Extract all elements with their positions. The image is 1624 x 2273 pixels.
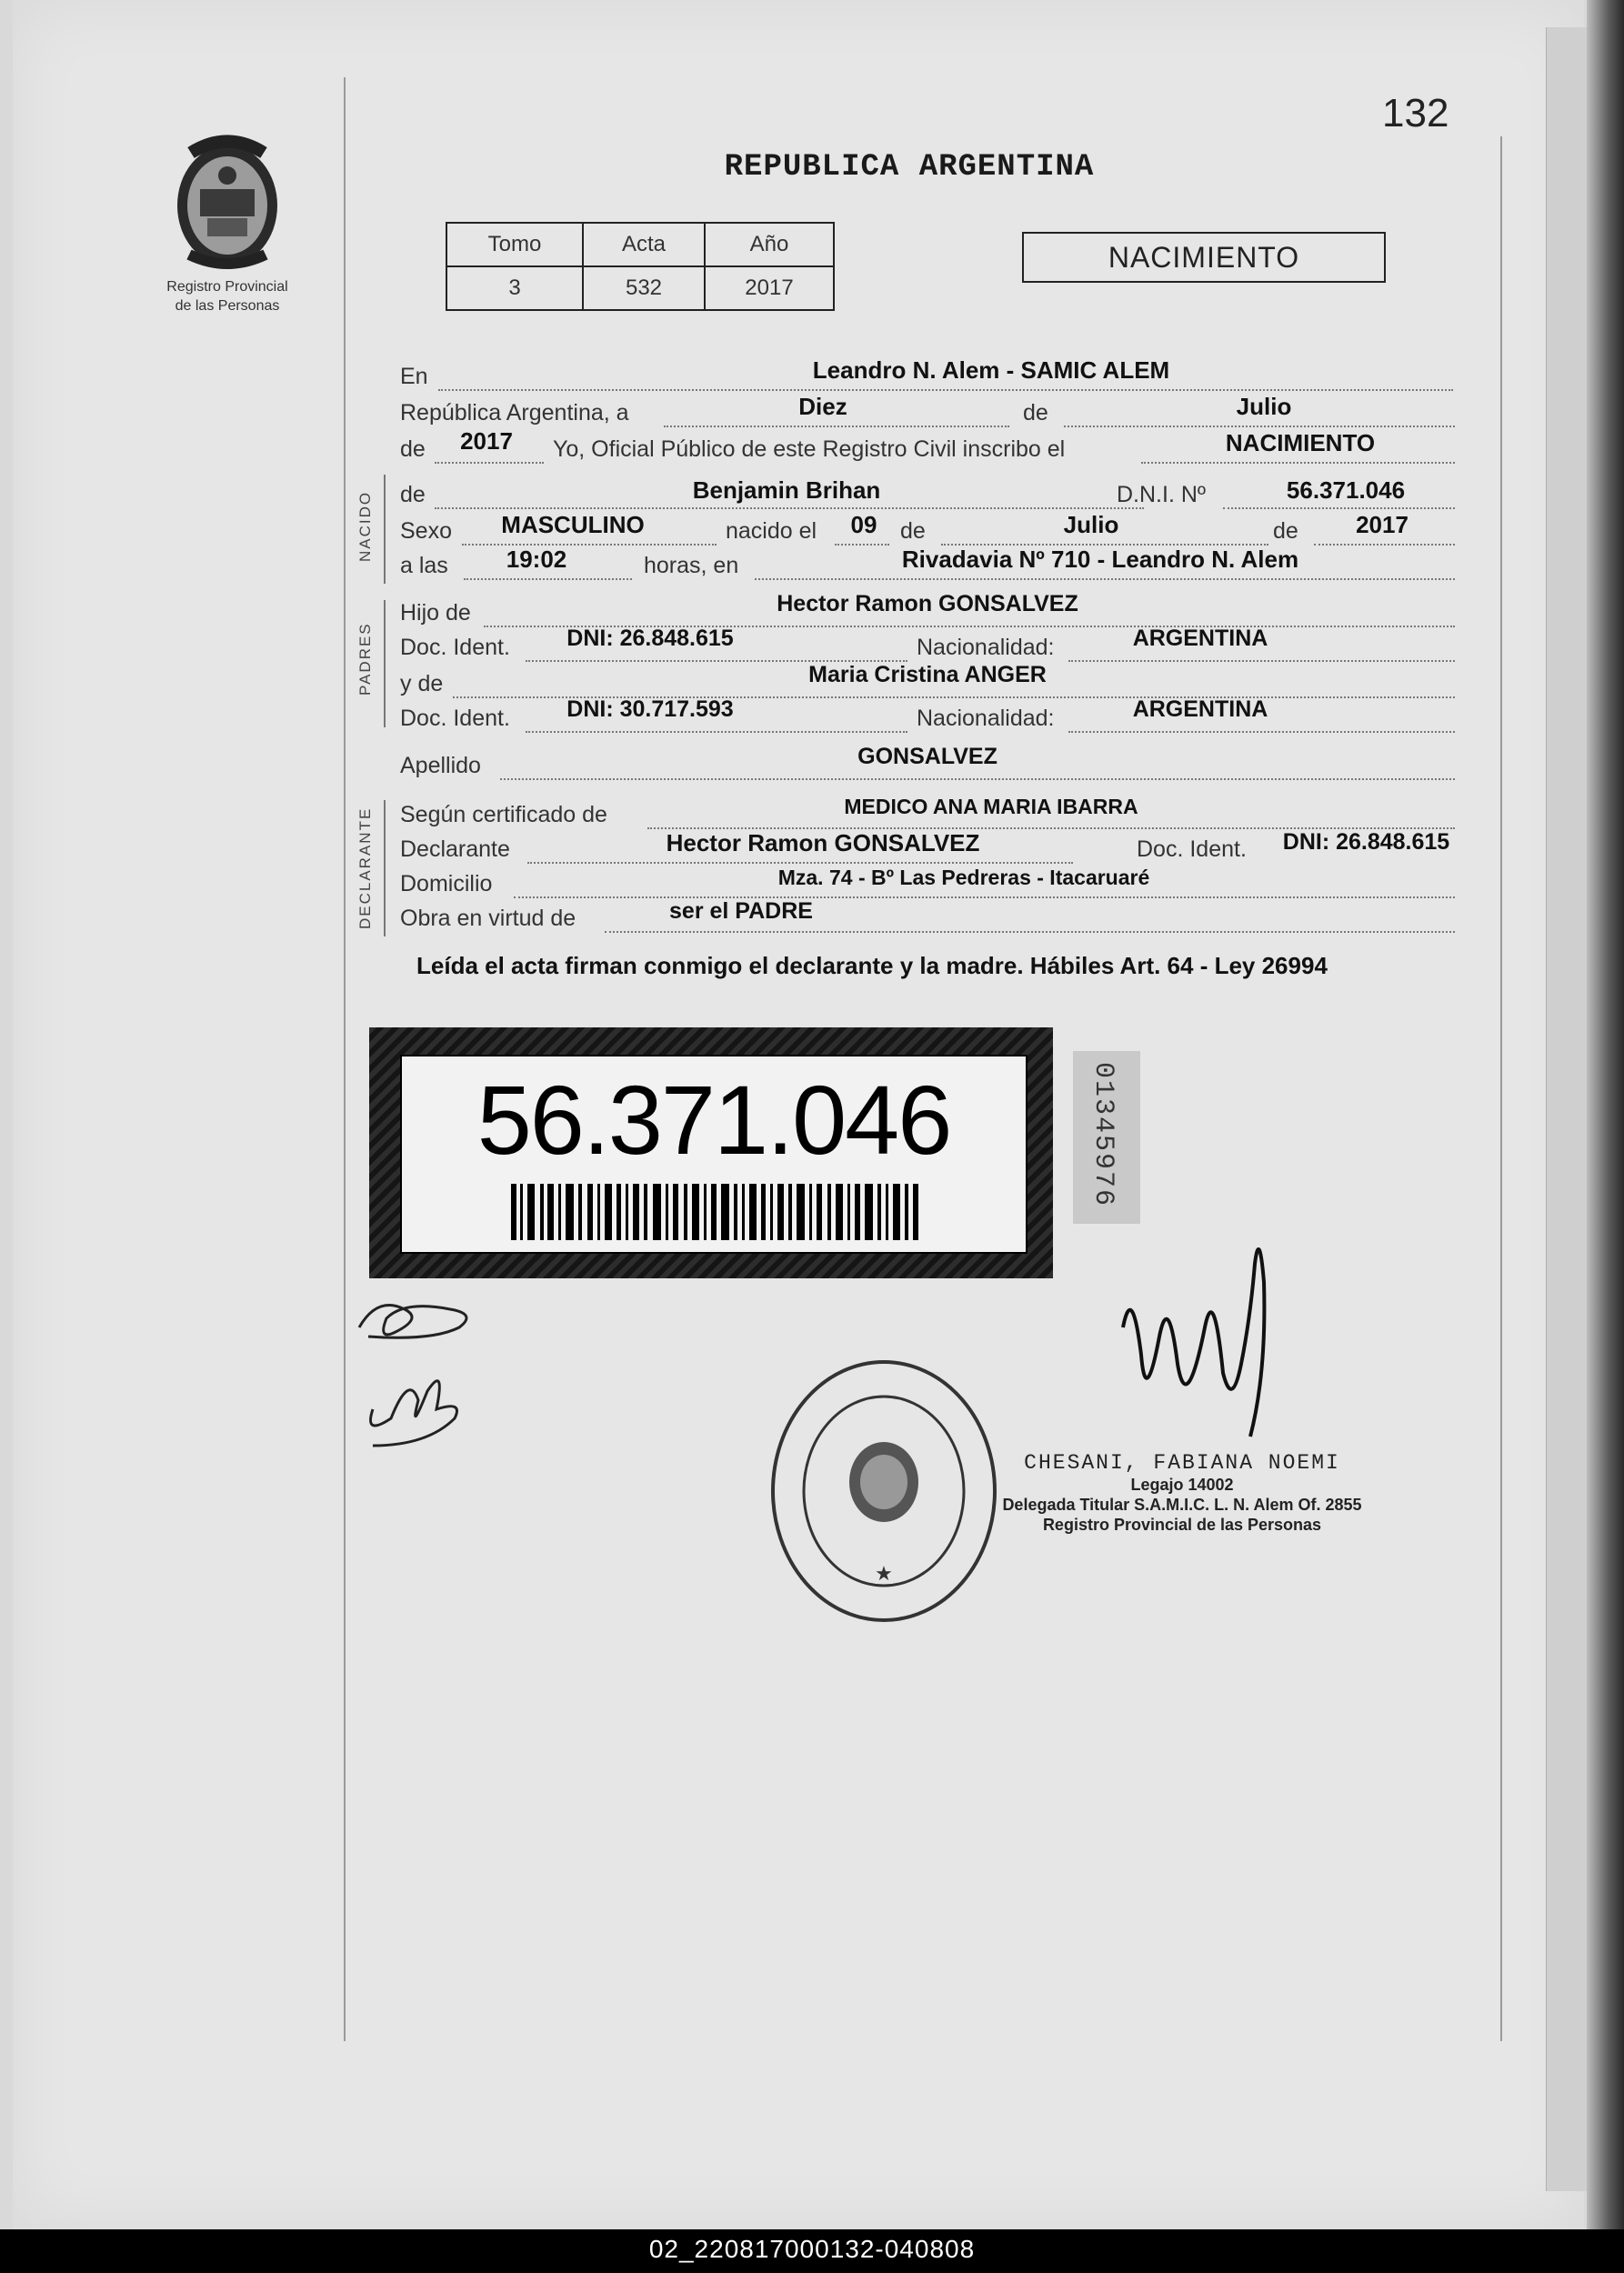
label-a-las: a las	[400, 553, 448, 578]
official-legajo: Legajo 14002	[1130, 1476, 1234, 1494]
label-registrar: Yo, Oficial Público de este Registro Civil inscribo el	[553, 436, 1066, 462]
label-nacido-el: nacido el	[726, 518, 817, 544]
row-father-doc	[400, 626, 1455, 666]
label-father-doc: Doc. Ident.	[400, 635, 510, 660]
value-birth-place: Rivadavia Nº 710 - Leandro N. Alem	[901, 546, 1299, 573]
header-acta: Acta	[583, 223, 705, 266]
label-father-nat: Nacionalidad:	[917, 635, 1055, 660]
scanner-edge	[1587, 0, 1624, 2273]
value-father-nat: ARGENTINA	[1132, 626, 1268, 651]
header-tomo: Tomo	[446, 223, 583, 266]
label-dni: D.N.I. Nº	[1117, 482, 1207, 507]
row-obra	[400, 898, 1455, 936]
value-year: 2017	[460, 427, 513, 455]
mother-signature-icon	[355, 1355, 482, 1455]
nacido-section-rule	[384, 475, 386, 584]
value-mother-doc: DNI: 30.717.593	[566, 696, 734, 722]
label-declarante: Declarante	[400, 836, 510, 862]
serial-number: 01345976	[1088, 1062, 1118, 1208]
label-de-byear: de	[1273, 518, 1298, 544]
sticker-dni-number: 56.371.046	[476, 1065, 951, 1175]
logo-caption-line2: de las Personas	[175, 298, 280, 314]
value-day: Diez	[798, 393, 847, 420]
label-de-child: de	[400, 482, 426, 507]
value-child-dni: 56.371.046	[1286, 476, 1406, 504]
label-obra: Obra en virtud de	[400, 906, 576, 931]
dni-sticker	[369, 1027, 1053, 1278]
value-mother-name: Maria Cristina ANGER	[808, 662, 1047, 687]
label-en: En	[400, 364, 428, 389]
row-child-name	[400, 476, 1455, 513]
label-domicilio: Domicilio	[400, 871, 493, 896]
value-child-name: Benjamin Brihan	[692, 476, 881, 504]
row-apellido	[400, 744, 1455, 784]
sticker-label	[400, 1055, 1028, 1254]
logo-caption	[136, 277, 318, 315]
value-place: Leandro N. Alem - SAMIC ALEM	[812, 356, 1170, 384]
declarante-section-label: DECLARANTE	[356, 806, 374, 929]
reference-table	[446, 222, 835, 311]
record-type-box: NACIMIENTO	[1022, 232, 1386, 283]
provincial-seal-icon	[164, 135, 291, 271]
label-horas-en: horas, en	[644, 553, 739, 578]
left-margin-rule	[344, 77, 346, 2041]
registry-stamp-icon	[766, 1355, 1002, 1627]
value-acta: 532	[583, 266, 705, 310]
value-domicilio: Mza. 74 - Bº Las Pedreras - Itacaruaré	[777, 866, 1150, 889]
label-apellido: Apellido	[400, 753, 481, 778]
barcode-icon	[511, 1184, 920, 1240]
label-sexo: Sexo	[400, 518, 452, 544]
label-hijo-de: Hijo de	[400, 600, 471, 626]
label-certificado: Según certificado de	[400, 802, 607, 827]
padres-section-label: PADRES	[356, 622, 374, 696]
page-stack-edge	[1546, 27, 1592, 2191]
label-republica: República Argentina, a	[400, 400, 629, 426]
page-number: 132	[1382, 91, 1449, 135]
label-y-de: y de	[400, 671, 444, 696]
value-obra: ser el PADRE	[669, 898, 813, 924]
official-cargo: Delegada Titular S.A.M.I.C. L. N. Alem Of. 2855	[1002, 1496, 1362, 1514]
label-mother-doc: Doc. Ident.	[400, 706, 510, 731]
value-birth-month: Julio	[1063, 511, 1119, 538]
value-father-name: Hector Ramon GONSALVEZ	[777, 591, 1078, 616]
value-certificado: MEDICO ANA MARIA IBARRA	[844, 795, 1138, 818]
declarante-section-rule	[384, 800, 386, 936]
value-apellido: GONSALVEZ	[857, 744, 997, 769]
official-signature-icon	[1105, 1227, 1287, 1455]
padres-section-rule	[384, 600, 386, 727]
value-mother-nat: ARGENTINA	[1132, 696, 1268, 722]
row-sex-birth	[400, 511, 1455, 549]
value-sexo: MASCULINO	[501, 511, 645, 538]
label-de-year: de	[400, 436, 426, 462]
value-birth-year: 2017	[1356, 511, 1408, 538]
svg-text:★: ★	[875, 1562, 893, 1585]
label-declarante-doc: Doc. Ident.	[1137, 836, 1247, 862]
logo-caption-line1: Registro Provincial	[166, 279, 288, 295]
value-time: 19:02	[506, 546, 567, 573]
row-place	[400, 356, 1455, 395]
row-certificado	[400, 795, 1455, 833]
document-title: REPUBLICA ARGENTINA	[724, 150, 1095, 185]
footer-filename: 02_220817000132-040808	[648, 2235, 976, 2263]
row-date	[400, 393, 1455, 431]
row-year	[400, 427, 1455, 467]
row-declarante	[400, 829, 1455, 867]
value-declarante-doc: DNI: 26.848.615	[1282, 829, 1450, 855]
closing-text: Leída el acta firman conmigo el declarante y la madre. Hábiles Art. 64 - Ley 26994	[416, 952, 1328, 979]
value-declarante-name: Hector Ramon GONSALVEZ	[666, 829, 980, 856]
declarant-signature-icon	[350, 1291, 486, 1355]
value-ano: 2017	[705, 266, 834, 310]
value-month: Julio	[1236, 393, 1292, 420]
label-de-bmonth: de	[900, 518, 926, 544]
official-registro: Registro Provincial de las Personas	[1042, 1516, 1322, 1534]
label-mother-nat: Nacionalidad:	[917, 706, 1055, 731]
official-name: CHESANI, FABIANA NOEMI	[1024, 1451, 1340, 1475]
value-birth-day: 09	[850, 511, 877, 538]
value-father-doc: DNI: 26.848.615	[566, 626, 734, 651]
value-tomo: 3	[446, 266, 583, 310]
label-de-month: de	[1023, 400, 1048, 426]
official-signature-block	[991, 1451, 1373, 1535]
nacido-section-label: NACIDO	[356, 490, 374, 562]
row-time-place	[400, 546, 1455, 584]
row-mother-doc	[400, 696, 1455, 736]
row-domicilio	[400, 866, 1455, 902]
value-event: NACIMIENTO	[1225, 429, 1376, 456]
right-margin-rule	[1500, 136, 1502, 2041]
header-ano: Año	[705, 223, 834, 266]
